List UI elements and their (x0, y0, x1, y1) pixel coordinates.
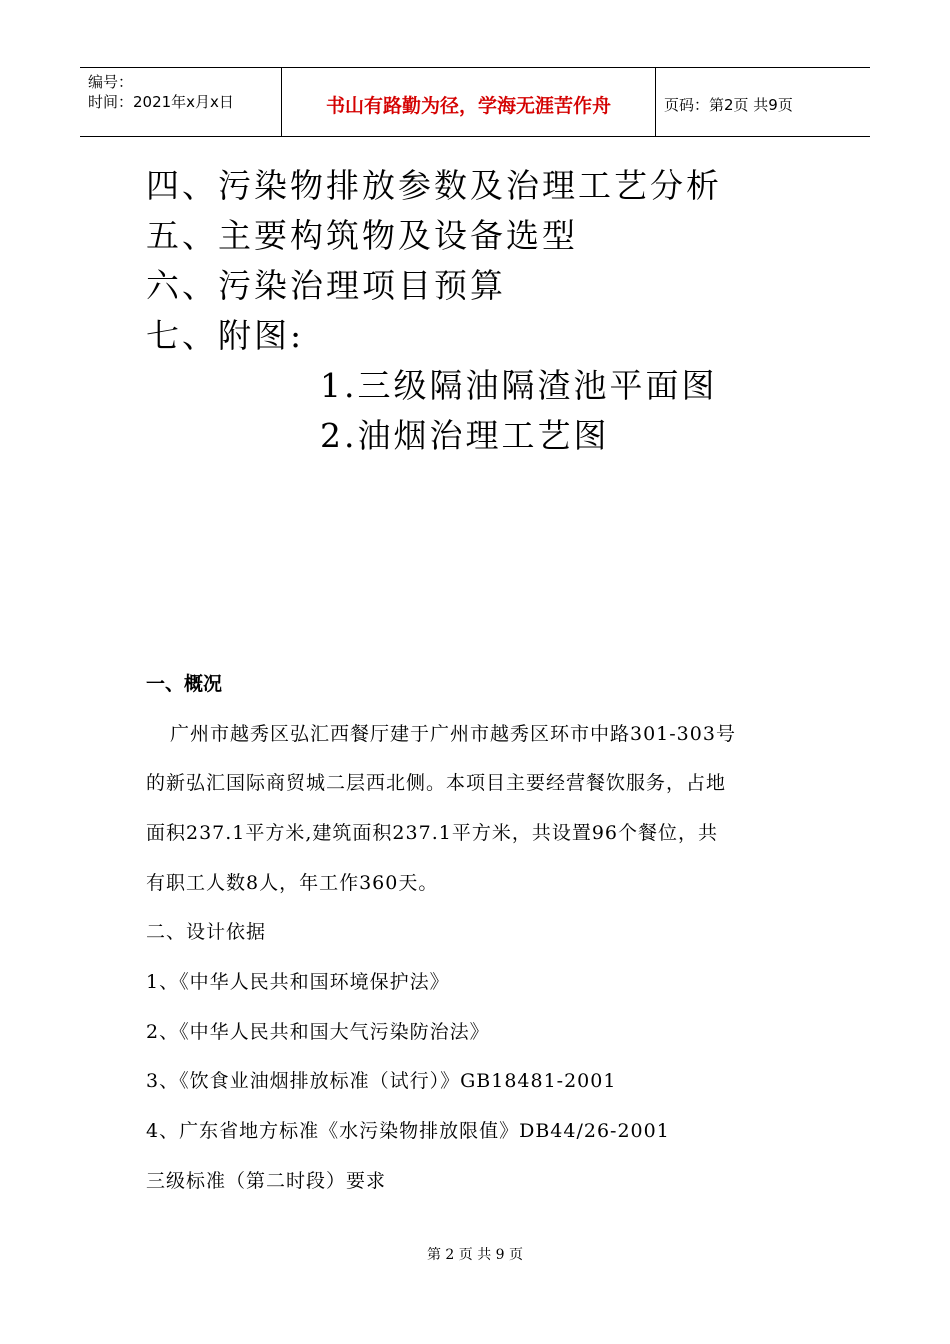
list-item: 1、《中华人民共和国环境保护法》 (146, 971, 450, 993)
document-number-label: 编号： (88, 73, 134, 91)
list-item: 4、广东省地方标准《水污染物排放限值》DB44/26-2001 (146, 1120, 670, 1142)
list-item: 2、《中华人民共和国大气污染防治法》 (146, 1021, 490, 1043)
page-header (80, 67, 870, 137)
list-item: 3、《饮食业油烟排放标准（试行）》GB18481-2001 (146, 1070, 617, 1092)
document-date-label: 时间：2021年x月x日 (88, 93, 234, 111)
paragraph-line: 广州市越秀区弘汇西餐厅建于广州市越秀区环市中路301-303号 (170, 723, 736, 745)
header-page-number: 页码：第2页 共9页 (664, 95, 793, 114)
toc-sub-item: 1.三级隔油隔渣池平面图 (320, 366, 718, 405)
toc-item: 四、污染物排放参数及治理工艺分析 (146, 166, 722, 205)
paragraph-line: 面积237.1平方米,建筑面积237.1平方米，共设置96个餐位，共 (146, 822, 719, 844)
section-title-basis: 二、设计依据 (146, 921, 267, 943)
toc-item: 七、附图: (146, 316, 305, 355)
toc-sub-item: 2.油烟治理工艺图 (320, 416, 610, 455)
paragraph-line: 的新弘汇国际商贸城二层西北侧。本项目主要经营餐饮服务，占地 (146, 772, 727, 794)
toc-item: 五、主要构筑物及设备选型 (146, 216, 578, 255)
header-meta (80, 68, 282, 136)
list-item: 三级标准（第二时段）要求 (146, 1170, 387, 1192)
paragraph-line: 有职工人数8人，年工作360天。 (146, 872, 439, 894)
toc-item: 六、污染治理项目预算 (146, 266, 506, 305)
page-footer: 第 2 页 共 9 页 (426, 1247, 524, 1263)
header-motto: 书山有路勤为径，学海无涯苦作舟 (282, 68, 656, 136)
section-title-overview: 一、概况 (146, 673, 223, 695)
